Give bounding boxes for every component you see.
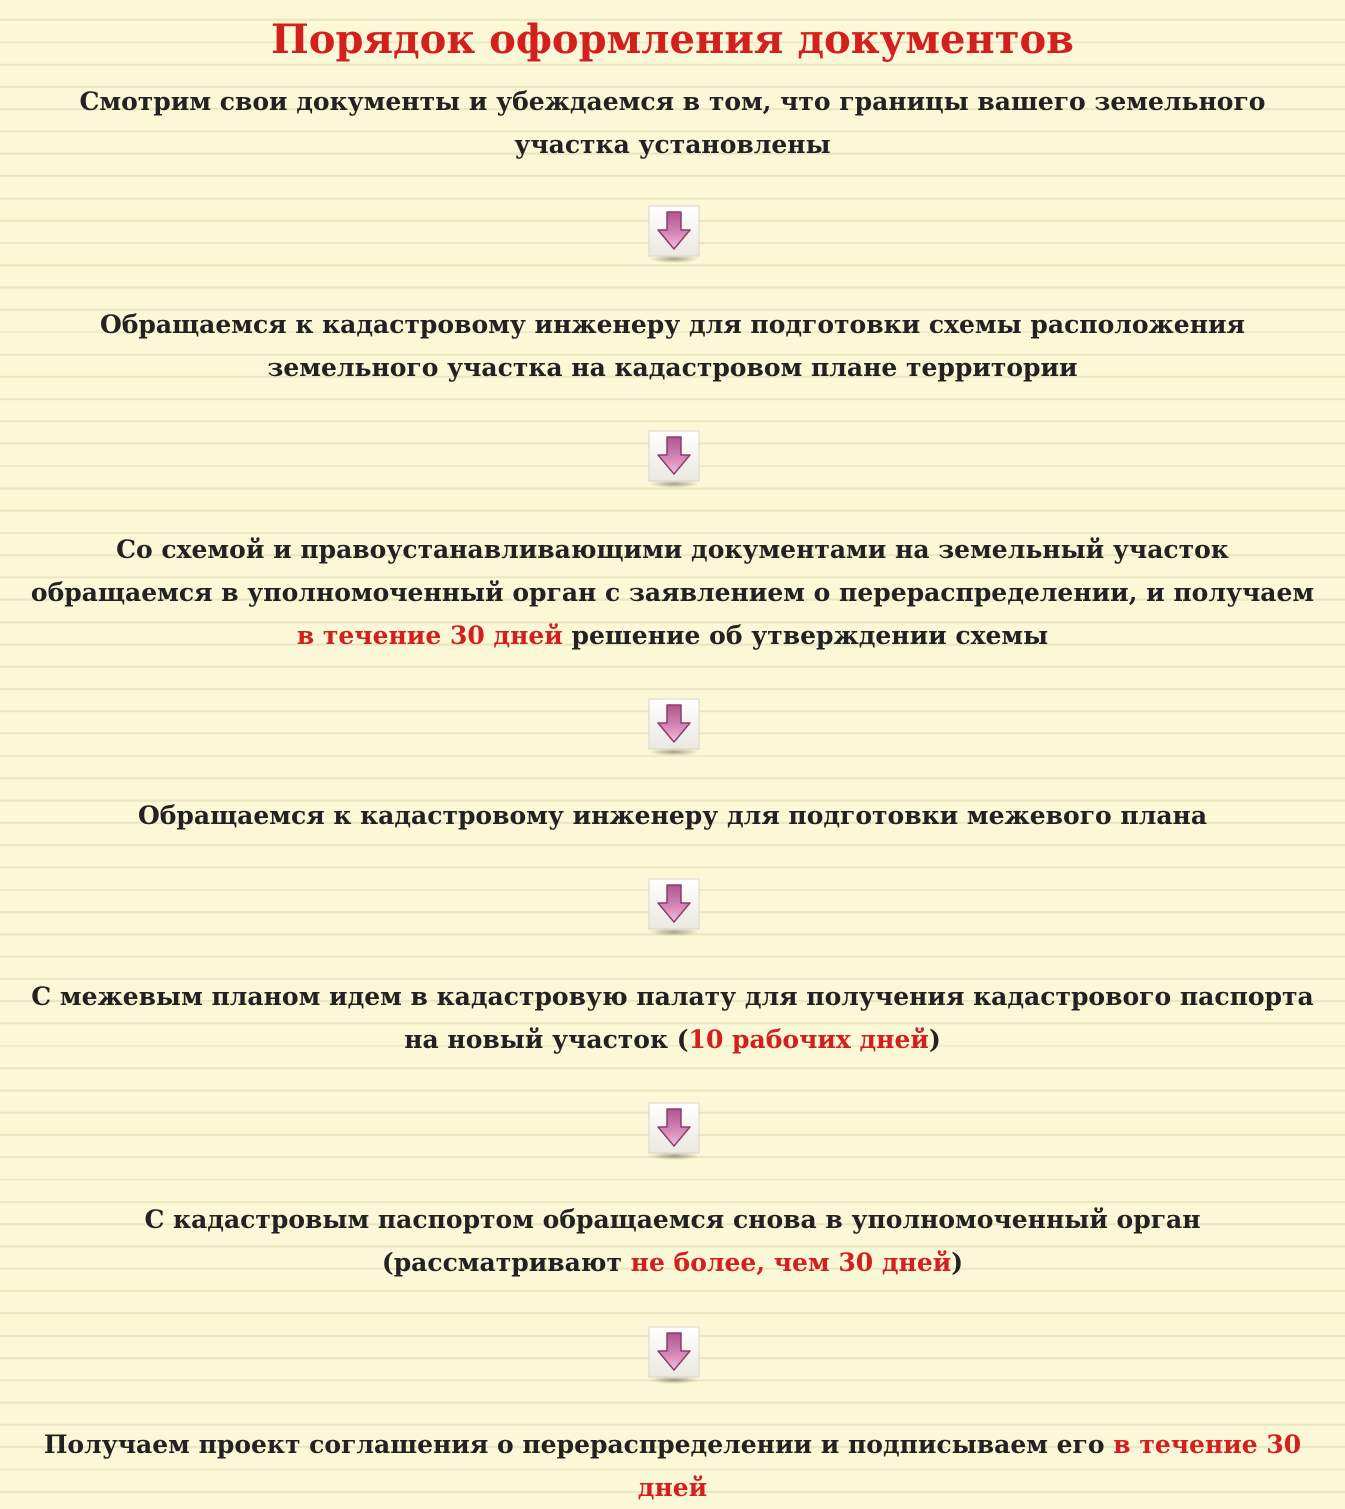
arrow-down-icon xyxy=(647,1102,701,1160)
step-2-text: Обращаемся к кадастровому инженеру для подготовки схемы расположения земельного участка на кадастровом плане территории xyxy=(99,310,1246,382)
step-6 xyxy=(30,1198,1315,1284)
step-3-highlight: в течение 30 дней xyxy=(296,621,563,650)
step-3-text-end: решение об утверждении схемы xyxy=(562,621,1049,650)
step-7-text: Получаем проект соглашения о перераспределении и подписываем его xyxy=(43,1430,1114,1459)
arrow-down-icon xyxy=(647,1326,701,1384)
step-1 xyxy=(30,80,1315,166)
step-4-text: Обращаемся к кадастровому инженеру для подготовки межевого плана xyxy=(137,801,1208,830)
step-4 xyxy=(30,794,1315,837)
step-6-text: С кадастровым паспортом обращаемся снова в уполномоченный орган (рассматривают xyxy=(144,1205,1201,1277)
step-6-text-end: ) xyxy=(951,1248,964,1277)
step-2 xyxy=(30,303,1315,389)
step-3 xyxy=(30,528,1315,657)
step-5 xyxy=(30,975,1315,1061)
step-7 xyxy=(30,1423,1315,1509)
arrow-down-icon xyxy=(647,878,701,936)
arrow-down-icon xyxy=(647,430,701,488)
step-7-highlight: в течение 30 дней xyxy=(637,1430,1302,1502)
step-5-text-end: ) xyxy=(928,1025,941,1054)
arrow-down-icon xyxy=(647,698,701,756)
step-6-highlight: не более, чем 30 дней xyxy=(630,1248,952,1277)
step-1-text: Смотрим свои документы и убеждаемся в том, что границы вашего земельного участка установлены xyxy=(79,87,1266,159)
arrow-down-icon xyxy=(647,205,701,263)
step-5-highlight: 10 рабочих дней xyxy=(688,1025,929,1054)
step-5-text: С межевым планом идем в кадастровую палату для получения кадастрового паспорта на новый участок ( xyxy=(31,982,1314,1054)
step-3-text: Со схемой и правоустанавливающими документами на земельный участок обращаемся в уполномоченный орган с заявлением о перераспределении, и получаем xyxy=(30,535,1315,607)
page-title: Порядок оформления документов xyxy=(271,16,1074,63)
